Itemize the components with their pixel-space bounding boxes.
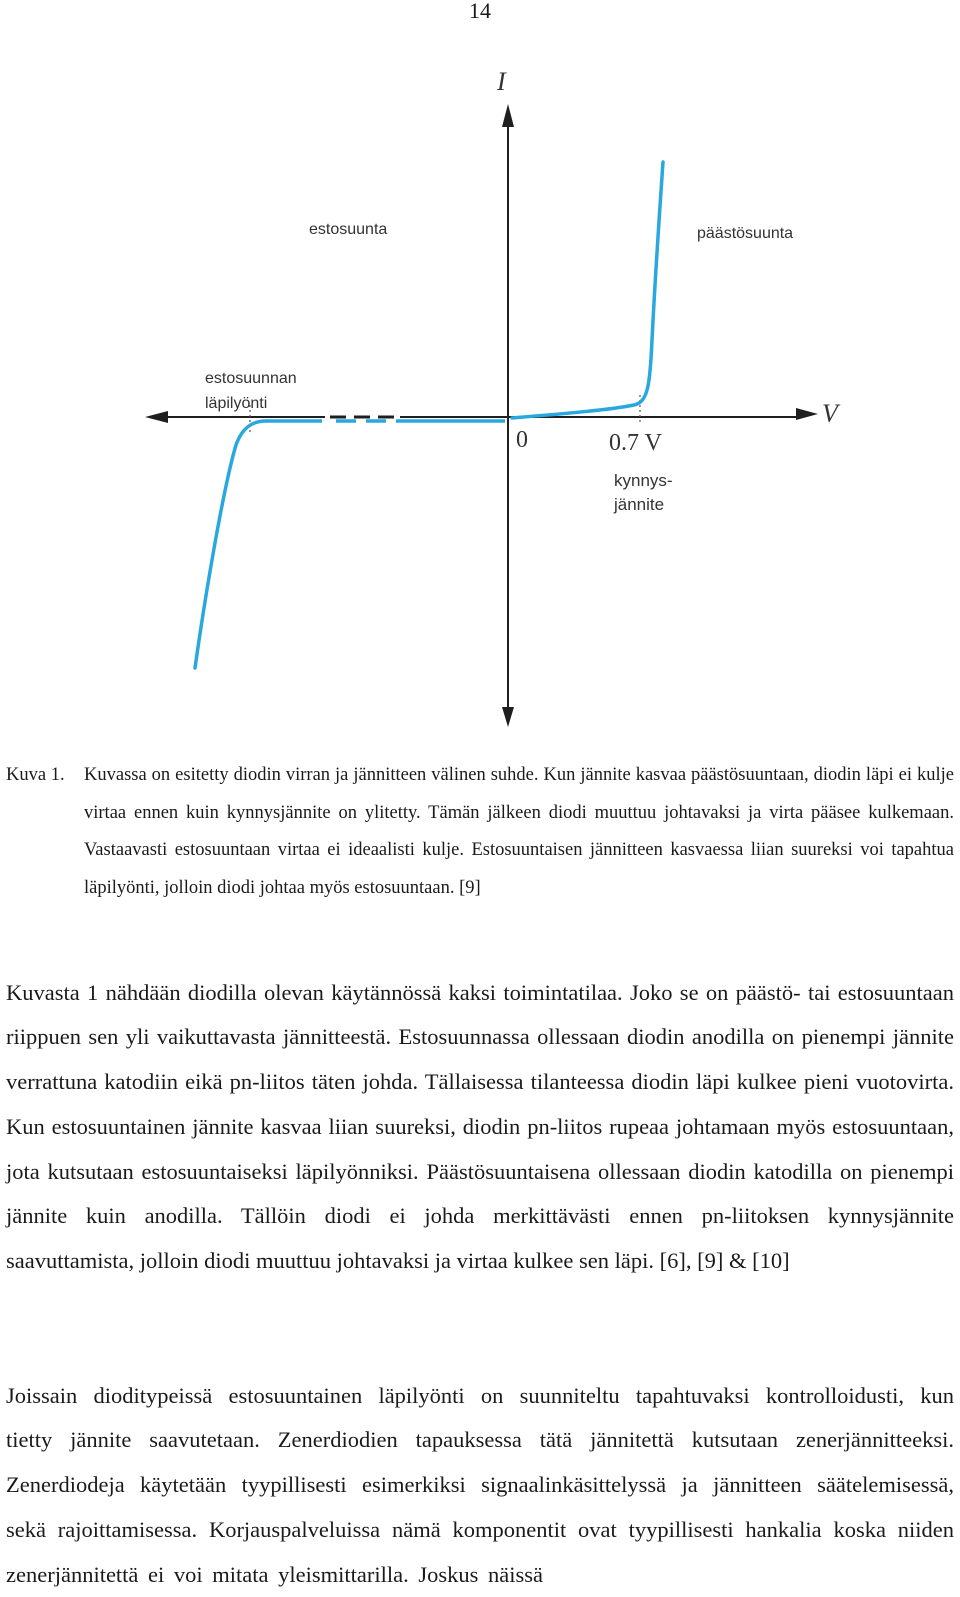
- figure-caption: [6, 757, 954, 907]
- x-axis-arrow-left-icon: [145, 411, 168, 423]
- y-axis-arrow-up-icon: [502, 104, 514, 127]
- caption-text: Kuvassa on esitetty diodin virran ja jännitteen välinen suhde. Kun jännite kasvaa päästösuuntaan, diodin läpi ei kulje virtaa ennen kuin kynnysjännite on ylitetty. Tämän jälkeen diodi muuttuu johtavaksi ja virta pääsee kulkemaan. Vastaavasti estosuuntaan virtaa ei ideaalisti kulje. Estosuuntaisen jännitteen kasvaessa liian suureksi voi tapahtua läpilyönti, jolloin diodi johtaa myös estosuuntaan. [9]: [84, 757, 954, 907]
- threshold-caption-line1: kynnys-: [614, 471, 673, 490]
- breakdown-curve: [195, 421, 266, 668]
- x-axis-arrow-right-icon: [796, 408, 818, 420]
- page-number: 14: [0, 0, 960, 24]
- iv-characteristic-graph: [0, 0, 960, 740]
- paragraph-1: Kuvasta 1 nähdään diodilla olevan käytännössä kaksi toimintatilaa. Joko se on päästö- tai estosuuntaan riippuen sen yli vaikuttavasta jännitteestä. Estosuunnassa ollessaan diodin anodilla on pienempi jännite verrattuna katodiin eikä pn-liitos täten johda. Tällaisessa tilanteessa diodin läpi kulkee pieni vuotovirta. Kun estosuuntainen jännite kasvaa liian suureksi, diodin pn-liitos rupeaa johtamaan myös estosuuntaan, jota kutsutaan estosuuntaiseksi läpilyönniksi. Päästösuuntaisena ollessaan diodin katodilla on pienempi jännite kuin anodilla. Tällöin diodi ei johda merkittävästi ennen pn-liitoksen kynnysjännite saavuttamista, jolloin diodi muuttuu johtavaksi ja virtaa kulkee sen läpi. [6], [9] & [10]: [6, 971, 954, 1285]
- origin-label: 0: [516, 427, 528, 453]
- reverse-direction-label: estosuunta: [309, 221, 387, 238]
- forward-curve: [512, 162, 663, 418]
- breakdown-label-line2: läpilyönti: [205, 395, 267, 412]
- y-axis-label: I: [496, 67, 507, 96]
- diode-iv-figure: [0, 0, 960, 740]
- threshold-caption-line2: jännite: [613, 495, 664, 514]
- x-axis-label: V: [822, 399, 841, 428]
- threshold-label: 0.7 V: [609, 430, 663, 456]
- caption-lead: Kuva 1.: [6, 757, 84, 795]
- breakdown-label-line1: estosuunnan: [205, 370, 297, 387]
- forward-direction-label: päästösuunta: [697, 225, 793, 242]
- y-axis-arrow-down-icon: [502, 707, 514, 727]
- paragraph-2: Joissain dioditypeissä estosuuntainen läpilyönti on suunniteltu tapahtuvaksi kontrolloidusti, kun tietty jännite saavutetaan. Zenerdiodien tapauksessa tätä jännitettä kutsutaan zenerjännitteeksi. Zenerdiodeja käytetään tyypillisesti esimerkiksi signaalinkäsittelyssä ja jännitteen säätelemisessä, sekä rajoittamisessa. Korjauspalveluissa nämä komponentit ovat tyypillisesti hankalia koska niiden zenerjännitettä ei voi mitata yleismittarilla. Joskus näissä: [6, 1374, 954, 1597]
